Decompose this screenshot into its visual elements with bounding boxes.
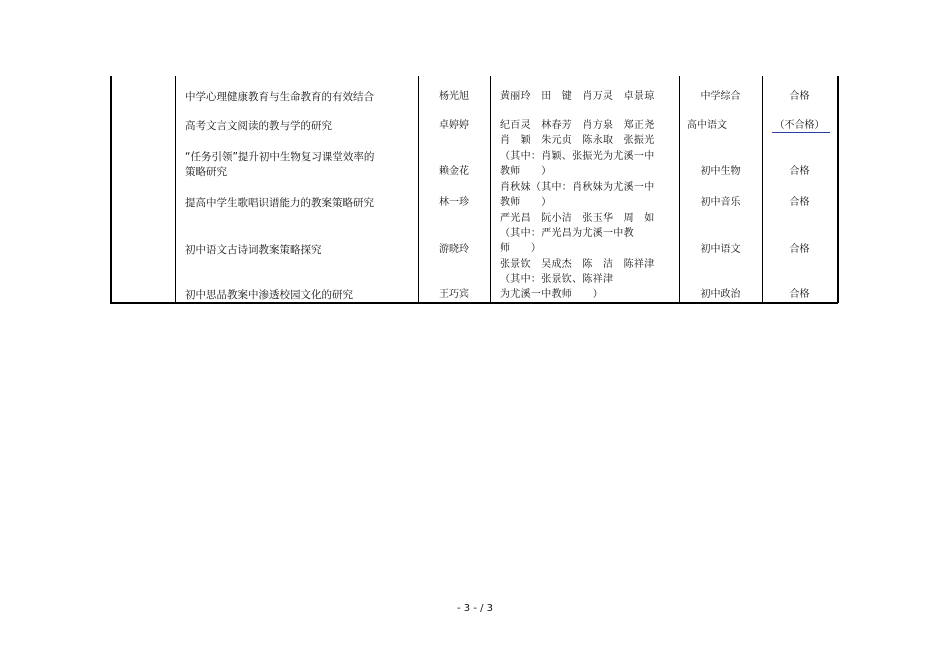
table-row-2-members-line-4: 教师 ） bbox=[500, 166, 552, 177]
result-underline-mark bbox=[772, 132, 830, 133]
table-row-2-members-line-1: 纪百灵 林春芳 肖方泉 郑正尧 bbox=[500, 120, 655, 131]
table-row-6-title: 初中思品教案中渗透校园文化的研究 bbox=[185, 289, 353, 301]
table-border-right bbox=[837, 76, 839, 303]
table-row-5-members-line-1: 严光昌 阮小洁 张玉华 周 如 bbox=[500, 213, 655, 224]
table-row-5-members-line-2: （其中：严光昌为尤溪一中教 bbox=[500, 228, 634, 239]
table-row-3-title-line-1: “任务引领”提升初中生物复习课堂效率的 bbox=[185, 151, 375, 163]
table-row-1-members: 黄丽玲 田 键 肖万灵 卓景琼 bbox=[500, 91, 655, 102]
table-border-left bbox=[110, 76, 112, 303]
table-row-2-members-line-3: （其中：肖颖、张振光为尤溪一中 bbox=[500, 151, 655, 162]
page-number-indicator: - 3 - / 3 bbox=[456, 603, 494, 614]
table-row-2-title: 高考文言文阅读的教与学的研究 bbox=[185, 120, 332, 132]
table-col-divider-2 bbox=[418, 76, 419, 303]
table-row-2-result: （不合格） bbox=[774, 120, 825, 131]
table-row-5-leader: 游晓玲 bbox=[439, 244, 469, 255]
table-row-6-members-line-3: 为尤溪一中教师 ） bbox=[500, 289, 603, 300]
table-row-2-category: 高中语文 bbox=[687, 120, 727, 131]
table-row-2-members-line-2: 肖 颖 朱元贞 陈永取 张振光 bbox=[500, 135, 655, 146]
table-col-divider-3 bbox=[490, 76, 491, 303]
table-row-5-result: 合格 bbox=[789, 244, 810, 255]
table-row-6-result: 合格 bbox=[789, 289, 810, 300]
table-row-6-category: 初中政治 bbox=[700, 289, 741, 300]
table-row-4-title: 提高中学生歌唱识谱能力的教案策略研究 bbox=[185, 197, 374, 209]
table-row-1-result: 合格 bbox=[789, 91, 810, 102]
table-row-6-members-line-1: 张景钦 吴成杰 陈 洁 陈祥津 bbox=[500, 259, 655, 270]
table-row-1-leader: 杨光旭 bbox=[439, 91, 469, 102]
table-row-5-members-line-3: 师 ） bbox=[500, 243, 542, 254]
table-row-3-category: 初中生物 bbox=[700, 166, 741, 177]
table-row-4-leader: 林一珍 bbox=[439, 197, 469, 208]
table-row-5-category: 初中语文 bbox=[700, 244, 741, 255]
table-row-1-title: 中学心理健康教育与生命教育的有效结合 bbox=[185, 91, 374, 103]
table-row-5-title: 初中语文古诗词教案策略探究 bbox=[185, 244, 322, 256]
table-row-3-leader: 赖金花 bbox=[439, 166, 469, 177]
table-row-3-title-line-2: 策略研究 bbox=[185, 166, 227, 178]
table-col-divider-1 bbox=[175, 76, 176, 303]
table-row-4-members-line-2: 教师 ） bbox=[500, 197, 552, 208]
table-row-6-members-line-2: （其中：张景钦、陈祥津 bbox=[500, 274, 614, 285]
table-row-2-leader: 卓婷婷 bbox=[439, 120, 469, 131]
table-row-4-members-line-1: 肖秋妹（其中：肖秋妹为尤溪一中 bbox=[500, 182, 655, 193]
table-col-divider-4 bbox=[679, 76, 680, 303]
table-row-1-category: 中学综合 bbox=[700, 91, 741, 102]
table-row-4-result: 合格 bbox=[789, 197, 810, 208]
table-col-divider-5 bbox=[762, 76, 763, 303]
table-row-3-result: 合格 bbox=[789, 166, 810, 177]
table-row-6-leader: 王巧宾 bbox=[439, 289, 469, 300]
table-row-4-category: 初中音乐 bbox=[700, 197, 741, 208]
